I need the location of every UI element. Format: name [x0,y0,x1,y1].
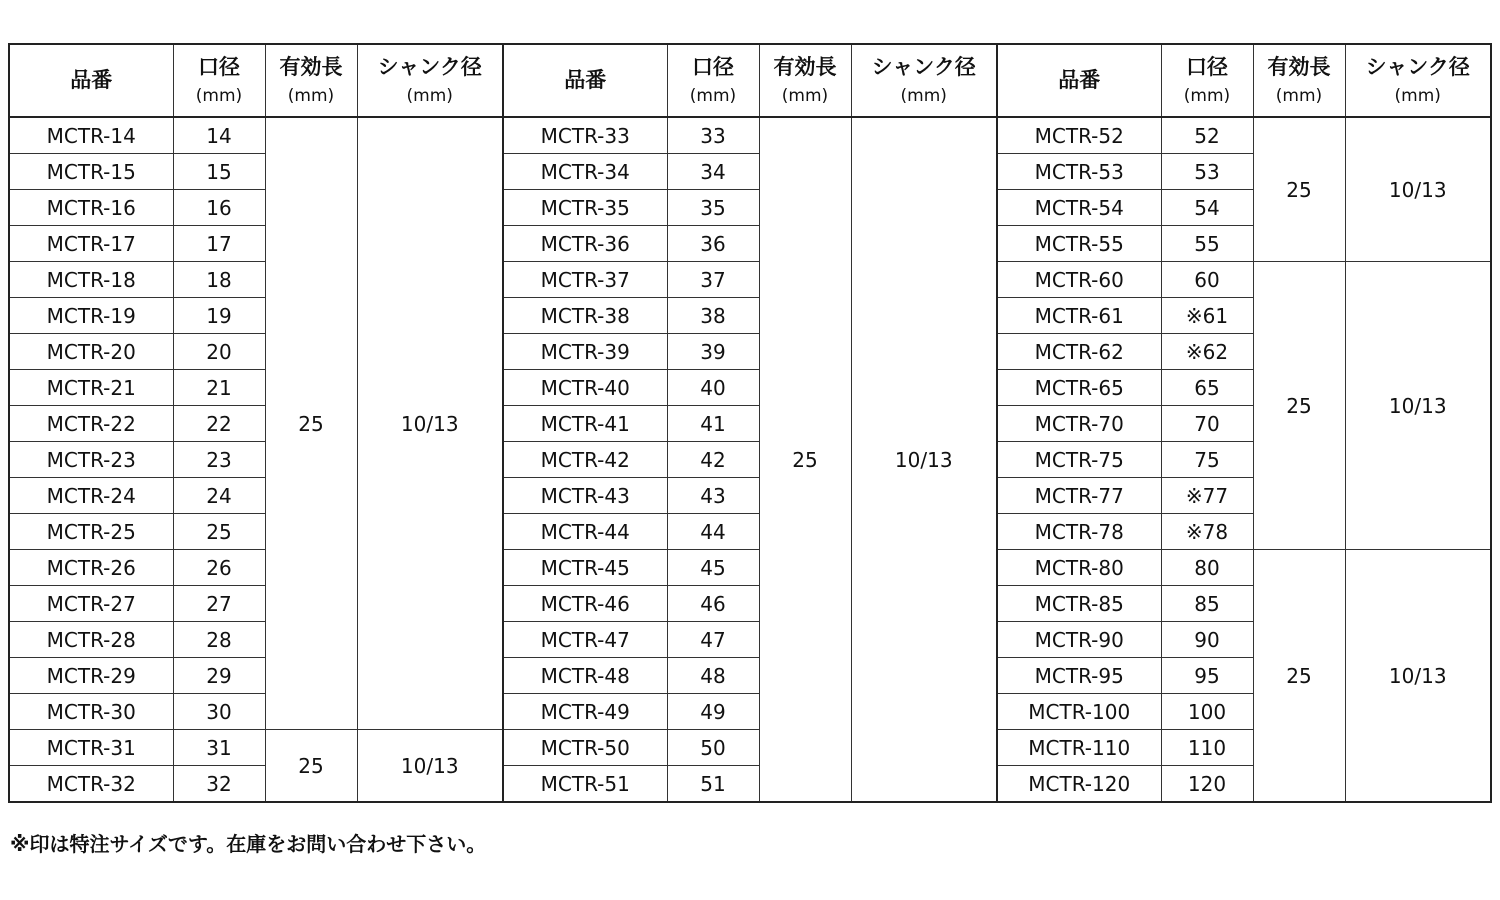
part-number-cell: MCTR-70 [997,406,1161,442]
part-number-cell: MCTR-18 [9,262,173,298]
diameter-cell: 46 [667,586,759,622]
diameter-cell: 22 [173,406,265,442]
header-unit: (mm) [287,85,335,106]
diameter-cell: 85 [1161,586,1253,622]
header-title: シャンク径 [377,54,482,79]
part-number-cell: MCTR-80 [997,550,1161,586]
header-effective-length [759,44,851,117]
header-shank-diameter [357,44,503,117]
part-number-cell: MCTR-24 [9,478,173,514]
part-number-cell: MCTR-120 [997,766,1161,803]
diameter-cell: 19 [173,298,265,334]
header-diameter [1161,44,1253,117]
diameter-cell: 29 [173,658,265,694]
diameter-cell: 15 [173,154,265,190]
header-diameter [667,44,759,117]
part-number-cell: MCTR-53 [997,154,1161,190]
diameter-cell: 26 [173,550,265,586]
header-unit: (mm) [1275,85,1323,106]
header-title: 有効長 [1267,54,1331,79]
header-unit: (mm) [781,85,829,106]
part-number-cell: MCTR-46 [503,586,667,622]
effective-length-cell: 25 [265,730,357,803]
diameter-cell: 37 [667,262,759,298]
part-number-cell: MCTR-51 [503,766,667,803]
header-title: 有効長 [773,54,837,79]
header-row [9,44,1491,117]
diameter-cell: 42 [667,442,759,478]
header-unit: (mm) [1183,85,1231,106]
diameter-cell: 95 [1161,658,1253,694]
diameter-cell: 50 [667,730,759,766]
diameter-cell: 31 [173,730,265,766]
diameter-cell: 120 [1161,766,1253,803]
header-effective-length [265,44,357,117]
effective-length-cell: 25 [265,117,357,730]
diameter-cell: ※77 [1161,478,1253,514]
header-shank-diameter [1345,44,1491,117]
part-number-cell: MCTR-14 [9,117,173,154]
part-number-cell: MCTR-65 [997,370,1161,406]
diameter-cell: 30 [173,694,265,730]
part-number-cell: MCTR-54 [997,190,1161,226]
diameter-cell: 27 [173,586,265,622]
shank-diameter-cell: 10/13 [1345,117,1491,262]
part-number-cell: MCTR-31 [9,730,173,766]
effective-length-cell: 25 [1253,117,1345,262]
part-number-cell: MCTR-29 [9,658,173,694]
part-number-cell: MCTR-21 [9,370,173,406]
diameter-cell: 65 [1161,370,1253,406]
diameter-cell: ※62 [1161,334,1253,370]
diameter-cell: 35 [667,190,759,226]
diameter-cell: ※78 [1161,514,1253,550]
diameter-cell: 23 [173,442,265,478]
header-title: 口径 [198,54,240,79]
shank-diameter-cell: 10/13 [1345,262,1491,550]
diameter-cell: 54 [1161,190,1253,226]
part-number-cell: MCTR-28 [9,622,173,658]
header-title: 口径 [692,54,734,79]
header-unit: (mm) [195,85,243,106]
diameter-cell: 39 [667,334,759,370]
diameter-cell: 18 [173,262,265,298]
diameter-cell: 52 [1161,117,1253,154]
diameter-cell: 32 [173,766,265,803]
diameter-cell: 45 [667,550,759,586]
header-title: 品番 [564,68,607,92]
header-title: シャンク径 [871,54,976,79]
part-number-cell: MCTR-77 [997,478,1161,514]
table-row [9,117,1491,154]
header-title: 有効長 [279,54,343,79]
part-number-cell: MCTR-43 [503,478,667,514]
table-body [9,117,1491,802]
diameter-cell: 33 [667,117,759,154]
part-number-cell: MCTR-47 [503,622,667,658]
part-number-cell: MCTR-40 [503,370,667,406]
special-order-note: ※印は特注サイズです。在庫をお問い合わせ下さい。 [10,832,487,856]
header-part-number [997,44,1161,117]
part-number-cell: MCTR-26 [9,550,173,586]
part-number-cell: MCTR-45 [503,550,667,586]
part-number-cell: MCTR-17 [9,226,173,262]
effective-length-cell: 25 [1253,262,1345,550]
part-number-cell: MCTR-110 [997,730,1161,766]
diameter-cell: 25 [173,514,265,550]
diameter-cell: 16 [173,190,265,226]
diameter-cell: 75 [1161,442,1253,478]
part-number-cell: MCTR-39 [503,334,667,370]
part-number-cell: MCTR-32 [9,766,173,803]
diameter-cell: 21 [173,370,265,406]
part-number-cell: MCTR-52 [997,117,1161,154]
shank-diameter-cell: 10/13 [357,730,503,803]
header-diameter [173,44,265,117]
diameter-cell: 48 [667,658,759,694]
part-number-cell: MCTR-42 [503,442,667,478]
diameter-cell: 60 [1161,262,1253,298]
diameter-cell: 17 [173,226,265,262]
header-title: 口径 [1186,54,1228,79]
diameter-cell: 49 [667,694,759,730]
effective-length-cell: 25 [1253,550,1345,803]
header-title: 品番 [1058,68,1101,92]
part-number-cell: MCTR-85 [997,586,1161,622]
part-number-cell: MCTR-34 [503,154,667,190]
part-number-cell: MCTR-95 [997,658,1161,694]
part-number-cell: MCTR-75 [997,442,1161,478]
diameter-cell: 90 [1161,622,1253,658]
part-number-cell: MCTR-37 [503,262,667,298]
diameter-cell: 34 [667,154,759,190]
header-part-number [9,44,173,117]
part-number-cell: MCTR-100 [997,694,1161,730]
part-number-cell: MCTR-27 [9,586,173,622]
part-number-cell: MCTR-19 [9,298,173,334]
header-unit: (mm) [406,85,453,106]
part-number-cell: MCTR-90 [997,622,1161,658]
diameter-cell: ※61 [1161,298,1253,334]
diameter-cell: 47 [667,622,759,658]
diameter-cell: 55 [1161,226,1253,262]
part-number-cell: MCTR-55 [997,226,1161,262]
diameter-cell: 100 [1161,694,1253,730]
shank-diameter-cell: 10/13 [851,117,997,802]
diameter-cell: 51 [667,766,759,803]
diameter-cell: 36 [667,226,759,262]
diameter-cell: 44 [667,514,759,550]
part-number-cell: MCTR-44 [503,514,667,550]
table-row [9,262,1491,298]
diameter-cell: 14 [173,117,265,154]
diameter-cell: 110 [1161,730,1253,766]
diameter-cell: 24 [173,478,265,514]
shank-diameter-cell: 10/13 [357,117,503,730]
part-number-cell: MCTR-30 [9,694,173,730]
part-number-cell: MCTR-61 [997,298,1161,334]
part-number-cell: MCTR-60 [997,262,1161,298]
part-number-cell: MCTR-22 [9,406,173,442]
diameter-cell: 41 [667,406,759,442]
diameter-cell: 38 [667,298,759,334]
effective-length-cell: 25 [759,117,851,802]
diameter-cell: 40 [667,370,759,406]
part-number-cell: MCTR-36 [503,226,667,262]
part-number-cell: MCTR-41 [503,406,667,442]
diameter-cell: 28 [173,622,265,658]
diameter-cell: 53 [1161,154,1253,190]
part-number-cell: MCTR-16 [9,190,173,226]
part-number-cell: MCTR-49 [503,694,667,730]
part-number-cell: MCTR-23 [9,442,173,478]
diameter-cell: 70 [1161,406,1253,442]
header-title: 品番 [70,68,113,92]
part-number-cell: MCTR-38 [503,298,667,334]
header-unit: (mm) [689,85,737,106]
diameter-cell: 43 [667,478,759,514]
header-unit: (mm) [1394,85,1441,106]
part-number-cell: MCTR-50 [503,730,667,766]
header-title: シャンク径 [1365,54,1470,79]
header-part-number [503,44,667,117]
header-shank-diameter [851,44,997,117]
part-number-cell: MCTR-25 [9,514,173,550]
table-row [9,550,1491,586]
part-number-cell: MCTR-78 [997,514,1161,550]
diameter-cell: 20 [173,334,265,370]
part-number-cell: MCTR-48 [503,658,667,694]
product-spec-table [8,43,1492,803]
part-number-cell: MCTR-15 [9,154,173,190]
shank-diameter-cell: 10/13 [1345,550,1491,803]
header-effective-length [1253,44,1345,117]
part-number-cell: MCTR-35 [503,190,667,226]
diameter-cell: 80 [1161,550,1253,586]
header-unit: (mm) [900,85,947,106]
part-number-cell: MCTR-33 [503,117,667,154]
part-number-cell: MCTR-20 [9,334,173,370]
part-number-cell: MCTR-62 [997,334,1161,370]
